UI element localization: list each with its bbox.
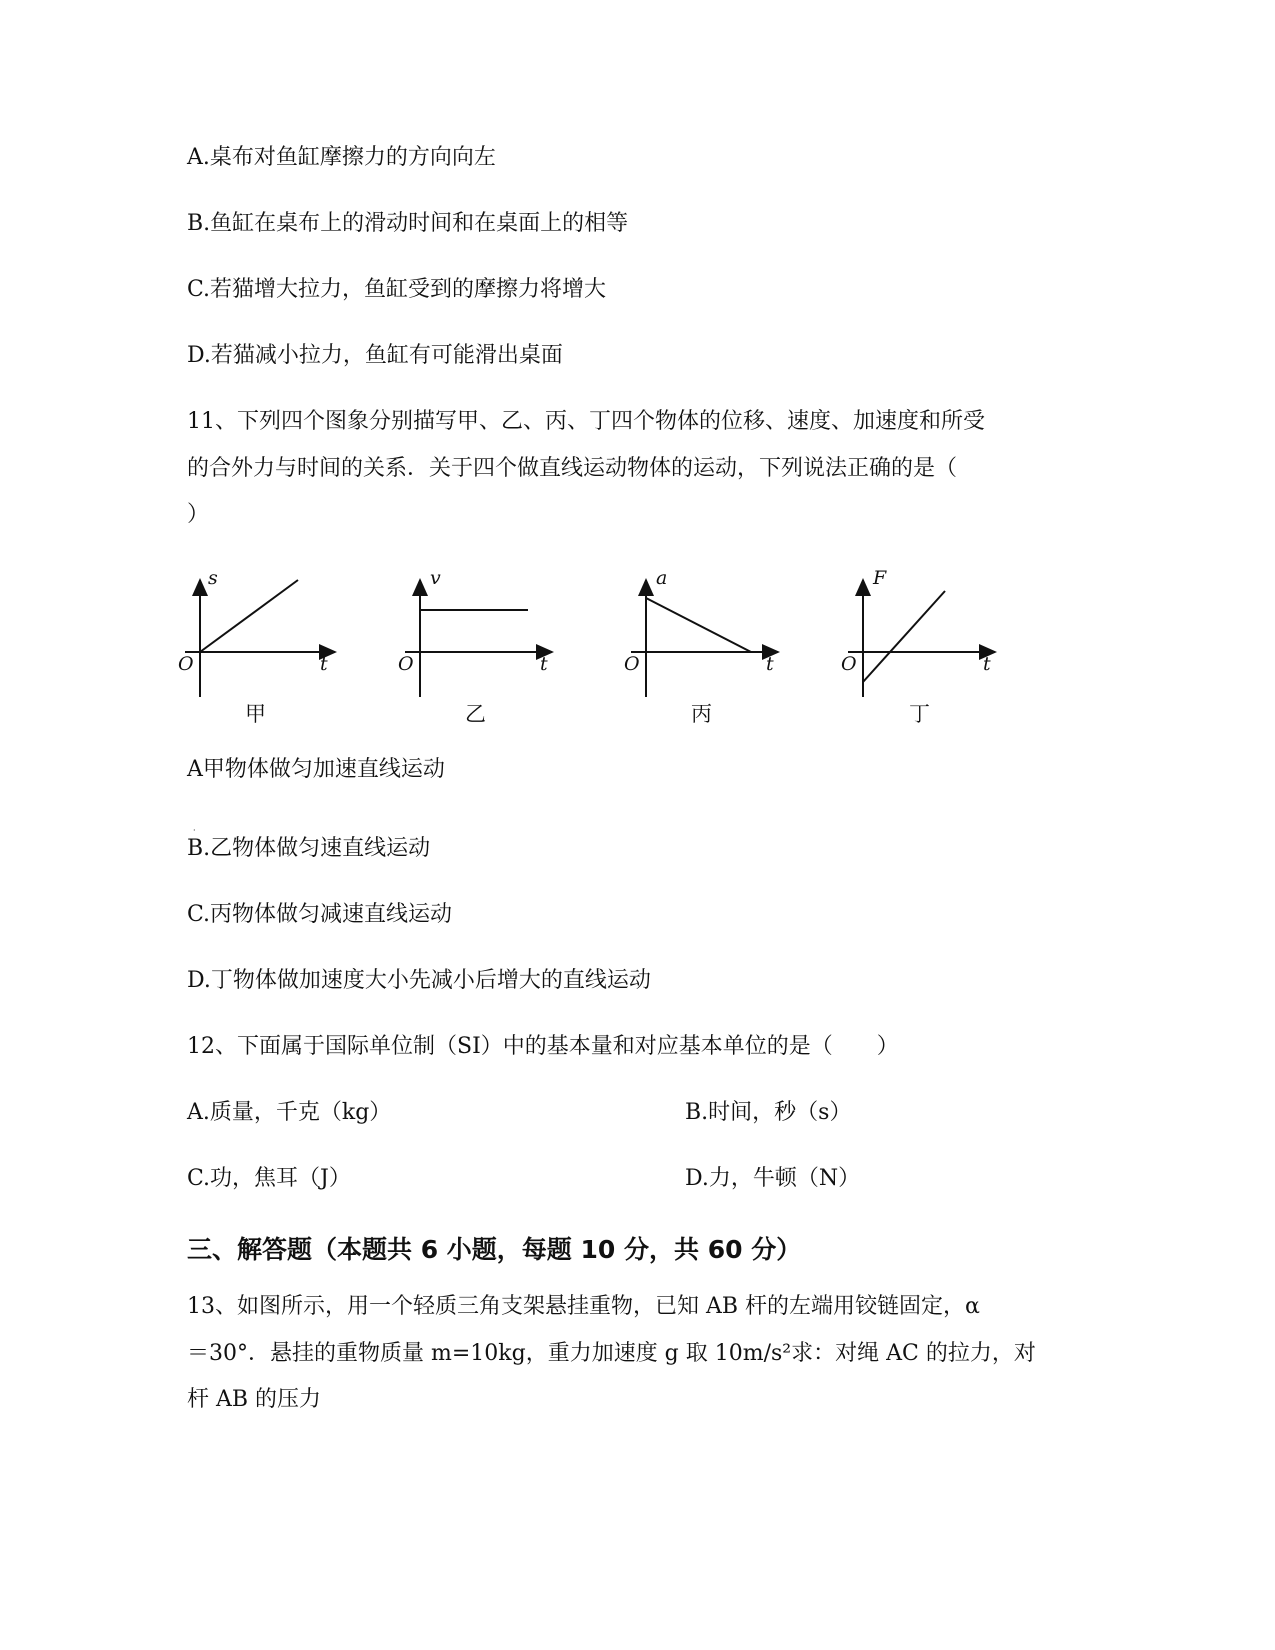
graph-line [200, 580, 298, 652]
graph-caption: 甲 [245, 702, 266, 726]
graph-yi [398, 567, 570, 735]
q11-option-a: A甲物体做匀加速直线运动 [187, 757, 445, 782]
q12-option-c: C.功，焦耳（J） [187, 1166, 351, 1191]
origin-label: O [841, 653, 857, 675]
origin-label: O [624, 653, 640, 675]
q12-option-d: D.力，牛顿（N） [685, 1166, 861, 1191]
q13-line2: ＝30°．悬挂的重物质量 m=10kg，重力加速度 g 取 10m/s²求：对绳 AC 的拉力，对 [187, 1341, 1036, 1366]
q11-option-c: C.丙物体做匀减速直线运动 [187, 902, 453, 927]
origin-label: O [398, 653, 414, 675]
y-axis-label: F [873, 567, 887, 589]
q11-option-d: D.丁物体做加速度大小先减小后增大的直线运动 [187, 968, 651, 993]
graph-caption: 丙 [691, 702, 712, 726]
q12-option-b: B.时间，秒（s） [685, 1100, 852, 1125]
q12-option-a: A.质量，千克（kg） [187, 1100, 392, 1125]
graph-caption: 乙 [465, 702, 486, 726]
q11-option-b: B.乙物体做匀速直线运动 [187, 836, 431, 861]
q11-stem-line3: ） [187, 502, 210, 527]
q13-line3: 杆 AB 的压力 [187, 1387, 322, 1412]
section-heading: 三、解答题（本题共 6 小题，每题 10 分，共 60 分） [187, 1235, 802, 1264]
x-axis-label: t [983, 653, 991, 675]
graph-ding [841, 567, 1013, 735]
y-axis-label: a [656, 567, 668, 589]
stray-mark: · [193, 826, 196, 835]
q10-option-d: D.若猫减小拉力，鱼缸有可能滑出桌面 [187, 343, 563, 368]
x-axis-label: t [540, 653, 548, 675]
graph-caption: 丁 [909, 702, 930, 726]
graph-line [863, 591, 945, 682]
x-axis-label: t [766, 653, 774, 675]
y-axis-label: s [208, 567, 218, 589]
q10-option-b: B.鱼缸在桌布上的滑动时间和在桌面上的相等 [187, 211, 629, 236]
graph-bing [624, 567, 796, 735]
x-axis-label: t [320, 653, 328, 675]
graph-jia [178, 567, 350, 735]
q12-stem: 12、下面属于国际单位制（SI）中的基本量和对应基本单位的是（ ） [187, 1034, 899, 1059]
origin-label: O [178, 653, 194, 675]
q11-stem-line2: 的合外力与时间的关系．关于四个做直线运动物体的运动，下列说法正确的是（ [187, 456, 958, 481]
q13-line1: 13、如图所示，用一个轻质三角支架悬挂重物，已知 AB 杆的左端用铰链固定，α [187, 1294, 980, 1319]
q10-option-c: C.若猫增大拉力，鱼缸受到的摩擦力将增大 [187, 277, 607, 302]
y-axis-label: v [430, 567, 441, 589]
graph-line [646, 598, 751, 652]
q10-option-a: A.桌布对鱼缸摩擦力的方向向左 [187, 145, 496, 170]
q11-stem-line1: 11、下列四个图象分别描写甲、乙、丙、丁四个物体的位移、速度、加速度和所受 [187, 409, 985, 434]
